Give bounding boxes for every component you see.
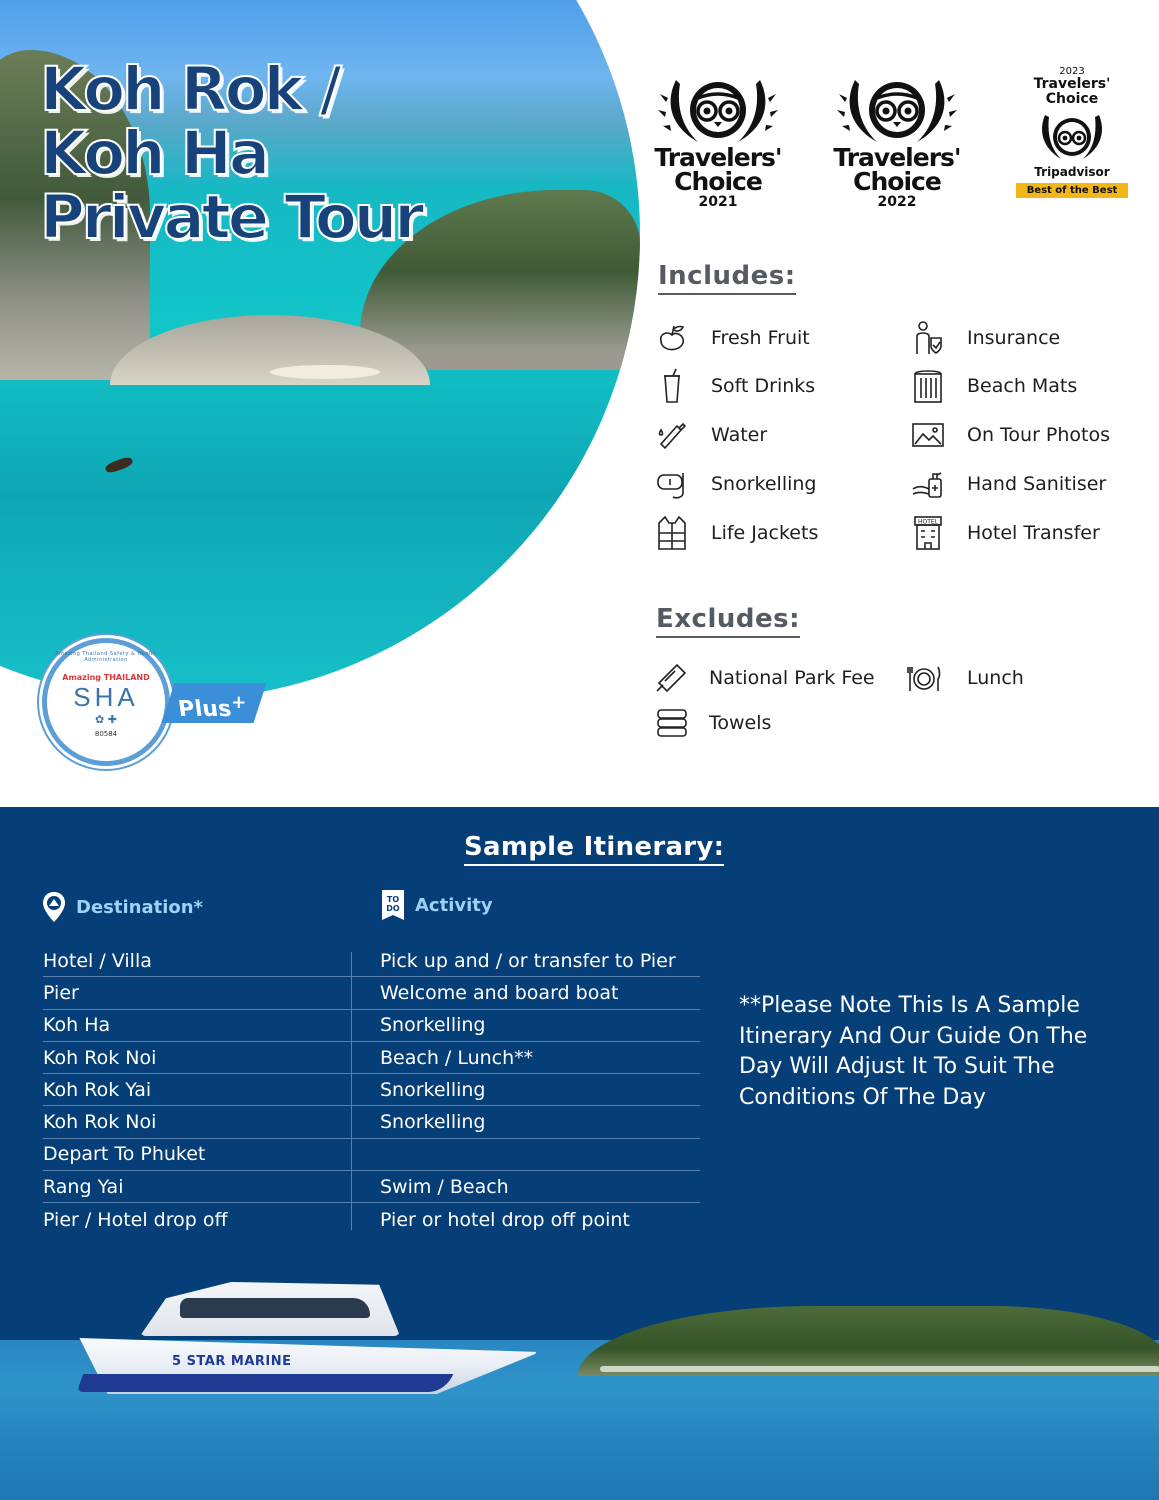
sha-plus-label: Plus (174, 697, 236, 723)
hotel-icon (911, 515, 945, 551)
excludes-heading: Excludes: (656, 604, 800, 638)
destination-cell: Depart To Phuket (43, 1143, 206, 1166)
destination-cell: Hotel / Villa (43, 949, 152, 972)
include-item-hand-sanitiser (911, 466, 1106, 502)
table-row (43, 1139, 700, 1171)
activity-header-label: Activity (415, 894, 493, 916)
activity-cell: Snorkelling (380, 1078, 486, 1101)
boat-stripe (77, 1374, 454, 1392)
include-label: Beach Mats (967, 375, 1078, 397)
svg-text:DO: DO (386, 904, 400, 913)
small-beach (270, 365, 380, 379)
soft-drink-icon (655, 368, 689, 404)
table-row (43, 1106, 700, 1138)
destination-cell: Pier (43, 981, 79, 1004)
include-label: Fresh Fruit (711, 327, 810, 349)
plate-cutlery-icon (907, 660, 941, 696)
includes-heading: Includes: (658, 261, 796, 295)
activity-cell: Snorkelling (380, 1014, 486, 1037)
sha-seal-icons: ✿ ✚ (95, 712, 117, 726)
award-2023-brand: Tripadvisor (1034, 165, 1110, 179)
photo-icon (911, 417, 945, 453)
water-bottle-icon (655, 417, 689, 453)
towel-icon (655, 705, 689, 741)
table-row (43, 1042, 700, 1074)
include-item-on-tour-photos (911, 417, 1110, 453)
include-label: Snorkelling (711, 473, 817, 495)
destination-header-label: Destination* (76, 896, 203, 918)
exclude-item-towels (655, 705, 771, 741)
sha-plus-tag (162, 683, 267, 723)
award-2023-title: Travelers' Choice (1033, 76, 1111, 107)
title-line-3: Private Tour (40, 182, 422, 253)
destination-cell: Koh Rok Yai (43, 1078, 152, 1101)
activity-cell: Swim / Beach (380, 1175, 509, 1198)
include-label: Soft Drinks (711, 375, 816, 397)
award-year: 2022 (877, 194, 917, 210)
table-row (43, 1203, 700, 1235)
activity-cell: Snorkelling (380, 1111, 486, 1134)
activity-cell: Welcome and board boat (380, 981, 619, 1004)
award-2023-year: 2023 (1059, 66, 1085, 77)
svg-text:TO: TO (386, 895, 400, 904)
travelers-choice-2022-award (829, 70, 965, 210)
table-row (43, 1074, 700, 1106)
award-title: Travelers' Choice (654, 143, 782, 196)
best-of-the-best-badge: Best of the Best (1016, 183, 1128, 198)
include-item-life-jackets (655, 515, 818, 551)
include-label: Hotel Transfer (967, 522, 1100, 544)
destination-cell: Rang Yai (43, 1175, 124, 1198)
travelers-choice-2021-award (650, 70, 786, 210)
sha-certification-badge (42, 638, 170, 766)
destination-cell: Koh Rok Noi (43, 1111, 157, 1134)
tripadvisor-owl-laurel-icon (658, 70, 778, 146)
award-title: Travelers' Choice (833, 143, 961, 196)
include-label: Insurance (967, 327, 1061, 349)
map-pin-icon (42, 891, 66, 923)
travelers-choice-2023-best-of-best-award (1015, 66, 1129, 198)
tripadvisor-owl-laurel-icon (837, 70, 957, 146)
sha-wordmark: SHA (73, 681, 139, 712)
amazing-thailand-logo: Amazing THAILAND (62, 672, 150, 682)
itinerary-heading: Sample Itinerary: (464, 832, 724, 866)
title-line-2: Koh Ha (40, 118, 267, 189)
life-jacket-icon (655, 515, 689, 551)
activity-column-header (381, 889, 493, 921)
award-year: 2021 (698, 194, 738, 210)
activity-cell: Beach / Lunch** (380, 1046, 534, 1069)
hand-sanitiser-icon (911, 466, 945, 502)
table-row (43, 1171, 700, 1203)
include-item-hotel-transfer (911, 515, 1100, 551)
table-row (43, 977, 700, 1009)
exclude-label: National Park Fee (709, 667, 875, 689)
fruit-icon (655, 320, 689, 356)
title-line-1: Koh Rok / (40, 54, 339, 125)
tour-title (40, 54, 560, 253)
include-label: Hand Sanitiser (967, 473, 1107, 495)
activity-cell: Pier or hotel drop off point (380, 1208, 630, 1231)
include-item-soft-drinks (655, 368, 815, 404)
sha-plus-sign: + (231, 692, 247, 713)
include-item-insurance (911, 320, 1060, 356)
sha-number: 80584 (94, 729, 118, 738)
activity-cell: Pick up and / or transfer to Pier (380, 949, 676, 972)
beach-mat-icon (911, 368, 945, 404)
include-item-beach-mats (911, 368, 1077, 404)
itinerary-table (43, 945, 700, 1236)
include-label: On Tour Photos (967, 424, 1111, 446)
include-item-fresh-fruit (655, 320, 810, 356)
todo-icon (381, 889, 405, 921)
destination-cell: Koh Rok Noi (43, 1046, 157, 1069)
include-label: Life Jackets (711, 522, 819, 544)
destination-cell: Koh Ha (43, 1014, 111, 1037)
snorkeller (104, 456, 134, 475)
insurance-icon (911, 320, 945, 356)
snorkel-mask-icon (655, 466, 689, 502)
include-label: Water (711, 424, 768, 446)
tripadvisor-owl-icon (1037, 109, 1107, 163)
include-item-water (655, 417, 767, 453)
svg-text:HOTEL: HOTEL (917, 518, 939, 526)
include-item-snorkelling (655, 466, 817, 502)
exclude-item-lunch (907, 660, 1024, 696)
exclude-item-national-park-fee (655, 660, 875, 696)
island-beach (600, 1366, 1159, 1372)
destination-column-header (42, 891, 203, 923)
ticket-icon (655, 660, 689, 696)
exclude-label: Towels (709, 712, 772, 734)
itinerary-note: **Please Note This Is A Sample Itinerary And Our Guide On The Day Will Adjust It To Suit The Conditions Of The Day (739, 993, 1088, 1110)
exclude-label: Lunch (967, 667, 1024, 689)
boat-name: 5 STAR MARINE (172, 1354, 292, 1369)
table-row (43, 945, 700, 977)
table-row (43, 1010, 700, 1042)
speedboat-photo (70, 1276, 550, 1406)
sha-ring-text: Amazing Thailand Safety & Health Administration (55, 651, 157, 663)
destination-cell: Pier / Hotel drop off (43, 1208, 228, 1231)
boat-window (180, 1298, 370, 1318)
